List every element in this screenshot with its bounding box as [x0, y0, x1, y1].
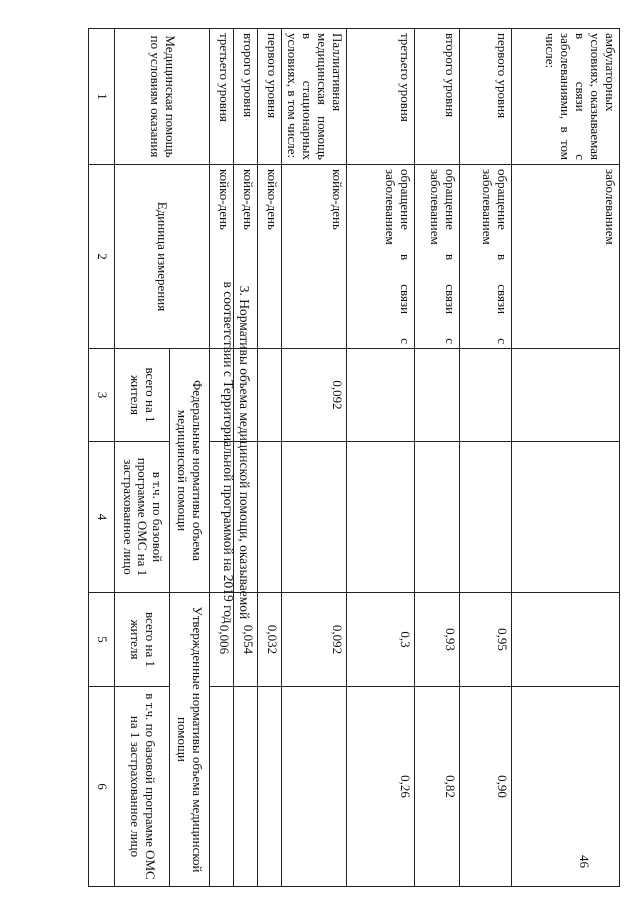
table-cell-col-2: койко-день — [282, 165, 347, 349]
section-title — [220, 0, 252, 905]
table-cell-col-1: третьего уровня — [347, 29, 415, 165]
norms-header-table — [88, 28, 210, 887]
column-number: 1 — [89, 29, 115, 165]
column-number-row — [89, 29, 115, 887]
table-row — [258, 29, 282, 887]
table-cell-col-1: Паллиативная медицинская помощь в стационарных условиях, в том числе: — [282, 29, 347, 165]
page-number: 46 — [577, 855, 592, 868]
table-cell-col-5: 0,93 — [415, 593, 460, 687]
table-cell-col-2: заболеванием — [512, 165, 620, 349]
table-row — [460, 29, 512, 887]
header-approved-oms: в т.ч. по базовой программе ОМС на 1 застрахованное лицо — [115, 687, 170, 887]
table-cell-col-6: 0,90 — [460, 687, 512, 887]
continued-norms-table-body — [210, 29, 620, 887]
table-cell-col-5 — [512, 593, 620, 687]
continued-norms-table — [209, 28, 620, 887]
table-cell-col-3 — [512, 349, 620, 442]
table-cell-col-4 — [282, 442, 347, 593]
table-cell-col-2: обращение в связи с заболеванием — [415, 165, 460, 349]
table-cell-col-1: амбулаторных условиях, оказываемая в связи с заболеваниями, в том числе: — [512, 29, 620, 165]
header-federal-oms: в т.ч. по базовой программе ОМС на 1 застрахованное лицо — [115, 442, 170, 593]
column-number: 3 — [89, 349, 115, 442]
header-federal-total: всего на 1 жителя — [115, 349, 170, 442]
column-number: 5 — [89, 593, 115, 687]
table-cell-col-5: 0,054 — [234, 593, 258, 687]
header-federal-norms: Федеральные нормативы объема медицинской помощи — [170, 349, 210, 593]
table-cell-col-4 — [512, 442, 620, 593]
table-cell-col-1: первого уровня — [460, 29, 512, 165]
table-row — [415, 29, 460, 887]
table-cell-col-6 — [282, 687, 347, 887]
table-cell-col-6: 0,82 — [415, 687, 460, 887]
table-cell-col-1: второго уровня — [234, 29, 258, 165]
table-cell-col-3 — [347, 349, 415, 442]
table-cell-col-2: койко-день — [258, 165, 282, 349]
table-cell-col-1: третьего уровня — [210, 29, 234, 165]
table-cell-col-1: первого уровня — [258, 29, 282, 165]
header-care-conditions: Медицинская помощь по условиям оказания — [115, 29, 210, 165]
table-cell-col-5: 0,3 — [347, 593, 415, 687]
table-cell-col-3 — [258, 349, 282, 442]
section-title-line-1: 3. Нормативы объема медицинской помощи, оказываемой — [237, 285, 252, 620]
table-cell-col-3 — [415, 349, 460, 442]
table-row — [347, 29, 415, 887]
table-cell-col-6 — [258, 687, 282, 887]
table-cell-col-6: 0,26 — [347, 687, 415, 887]
table-cell-col-4 — [460, 442, 512, 593]
table-cell-col-5: 0,032 — [258, 593, 282, 687]
table-row — [282, 29, 347, 887]
table-cell-col-3 — [460, 349, 512, 442]
table-cell-col-6 — [512, 687, 620, 887]
section-title-line-2: в соответствии с Территориальной программой на 2019 год — [220, 281, 236, 624]
header-unit: Единица измерения — [115, 165, 210, 349]
column-number: 4 — [89, 442, 115, 593]
header-approved-norms: Утвержденные нормативы объема медицинской помощи — [170, 593, 210, 887]
header-row-top — [170, 29, 210, 887]
table-cell-col-5: 0,95 — [460, 593, 512, 687]
table-cell-col-2: койко-день — [234, 165, 258, 349]
table-row — [512, 29, 620, 887]
table-cell-col-4 — [415, 442, 460, 593]
table-cell-col-3: 0,092 — [282, 349, 347, 442]
table-cell-col-1: второго уровня — [415, 29, 460, 165]
column-number: 2 — [89, 165, 115, 349]
column-number: 6 — [89, 687, 115, 887]
header-approved-total: всего на 1 жителя — [115, 593, 170, 687]
table-cell-col-2: обращение в связи с заболеванием — [347, 165, 415, 349]
table-cell-col-2: обращение в связи с заболеванием — [460, 165, 512, 349]
table-cell-col-4 — [258, 442, 282, 593]
table-cell-col-5: 0,006 — [210, 593, 234, 687]
table-cell-col-2: койко-день — [210, 165, 234, 349]
table-cell-col-5: 0,092 — [282, 593, 347, 687]
table-cell-col-4 — [347, 442, 415, 593]
